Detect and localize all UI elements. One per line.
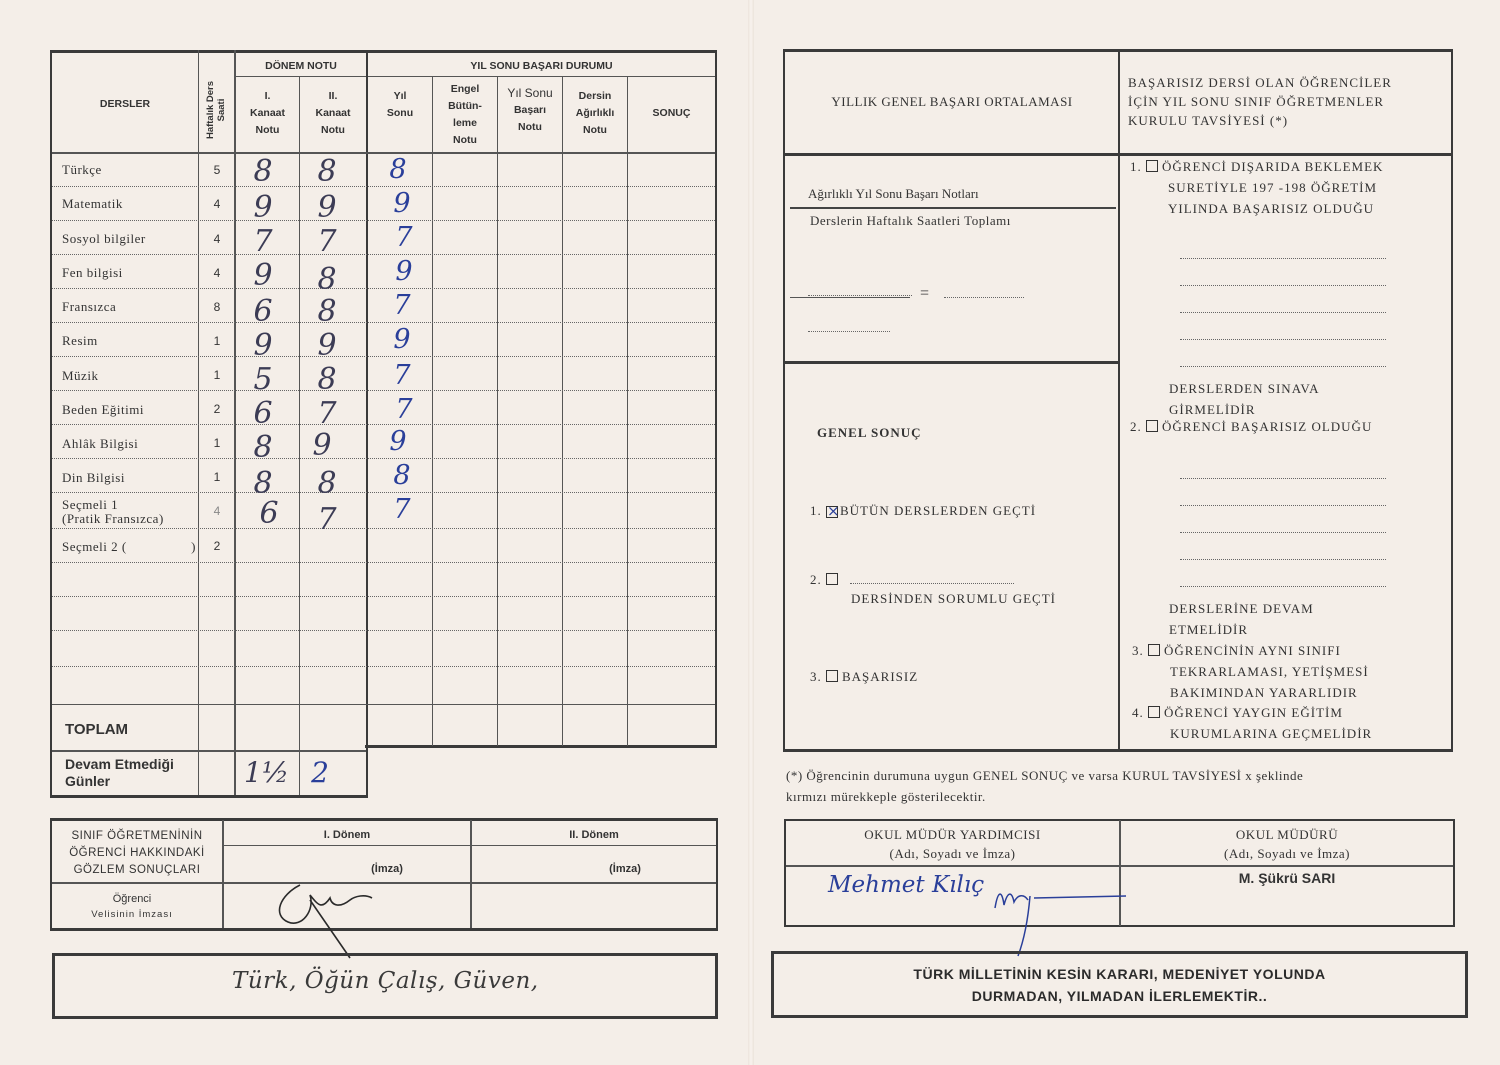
tavsiye-4[interactable]: 4. ÖĞRENCİ YAYGIN EĞİTİM KURUMLARINA GEÇMELİDİR [1132,705,1373,741]
grade-k1: 8 [253,154,273,189]
grade-yil-sonu: 9 [393,188,411,219]
checkbox[interactable] [1146,160,1158,172]
tavsiye-2[interactable]: 2. ÖĞRENCİ BAŞARISIZ OLDUĞU [1130,419,1373,434]
yardimci-signature-name: Mehmet Kılıç [828,872,985,898]
grade-yil-sonu: 7 [393,360,411,391]
checkbox[interactable] [826,670,838,682]
checkbox-checked[interactable]: × [827,502,841,520]
subject-hours: 1 [213,436,221,450]
yillik-ortalama-title: YILLIK GENEL BAŞARI ORTALAMASI [831,94,1073,109]
subject-hours: 4 [213,232,221,246]
subject-name: Türkçe [62,162,102,177]
checkbox[interactable] [826,573,838,585]
tavsiye-1[interactable]: 1. ÖĞRENCİ DIŞARIDA BEKLEMEK SURETİYLE 197 -198 ÖĞRETİM YILINDA BAŞARISIZ OLDUĞU [1130,159,1384,216]
checkbox[interactable] [1148,706,1160,718]
grade-yil-sonu: 7 [393,290,411,321]
grade-k2: 9 [312,428,332,463]
veli-signature [270,870,380,962]
formula-result-line [790,297,910,298]
grade-yil-sonu: 7 [395,222,413,253]
tavsiye-3[interactable]: 3. ÖĞRENCİNİN AYNI SINIFI TEKRARLAMASI, YETİŞMESİ BAKIMINDAN YARARLIDIR [1132,643,1369,700]
mudur-name: M. Şükrü SARI [1238,870,1336,886]
kurul-header: BAŞARISIZ DERSİ OLAN ÖĞRENCİLER İÇİN YIL SONU SINIF ÖĞRETMENLER KURULU TAVSİYESİ (*) [1128,75,1392,128]
grade-yil-sonu: 7 [395,394,413,425]
yardimci-signature [990,880,1130,960]
header-yil-sonu-basari-notu: Yıl Sonu Başarı Notu [507,86,553,133]
subject-hours: 4 [213,197,221,211]
subject-hours: 1 [213,368,221,382]
grade-k2: 8 [317,262,337,297]
grade-k1: 6 [253,396,273,431]
gozlem-donem2: II. Dönem [569,829,619,841]
grade-k2: 9 [317,328,337,363]
subject-hours: 1 [213,470,221,484]
subject-name: Din Bilgisi [62,470,125,485]
grade-yil-sonu: 9 [395,256,413,287]
imza2: (İmza) [609,863,641,875]
grade-k2: 9 [317,190,337,225]
subject-hours: 4 [213,266,221,280]
subject-name: Sosyol bilgiler [62,231,146,246]
genel-sonuc-title: GENEL SONUÇ [817,425,922,440]
subject-name: Fen bilgisi [62,265,123,280]
grade-yil-sonu: 9 [389,426,407,457]
formula-blank-2 [944,297,1024,298]
grade-k1: 6 [253,294,273,329]
subject-name: Ahlâk Bilgisi [62,436,139,451]
header-kanaat2: II. Kanaat Notu [315,90,351,136]
motto-left: Türk, Öğün Çalış, Güven, [232,968,539,994]
header-donem-notu: DÖNEM NOTU [265,60,337,72]
veli-label: Öğrenci Velisinin İmzası [91,893,173,920]
subject-name: Fransızca [62,299,117,314]
subject-name: Seçmeli 1 (Pratik Fransızca) [62,497,164,526]
header-dersler: DERSLER [99,98,151,110]
subject-hours: 2 [213,402,221,416]
header-sonuc: SONUÇ [652,107,691,119]
header-dersin-agirlikli: Dersin Ağırlıklı Notu [575,90,615,136]
motto-right: TÜRK MİLLETİNİN KESİN KARARI, MEDENİYET YOLUNDA DURMADAN, YILMADAN İLERLEMEKTİR.. [913,966,1326,1004]
grade-yil-sonu: 8 [389,154,407,185]
sonuc-option-2-text: DERSİNDEN SORUMLU GEÇTİ [851,591,1056,606]
equals-sign: = [920,285,930,302]
grade-k1: 9 [253,258,273,293]
gozlem-label: SINIF ÖĞRETMENİNİN ÖĞRENCİ HAKKINDAKİ GÖZLEM SONUÇLARI [69,830,205,876]
formula-line [790,207,1116,209]
grade-k1: 8 [253,430,273,465]
subject-name: Matematik [62,196,123,211]
subject-name: Resim [62,333,98,348]
gozlem-donem1: I. Dönem [323,829,371,841]
grade-k1: 6 [259,496,279,531]
header-haftalik: Haftalık Ders Saati [205,80,227,140]
devam-d1: 1½ [244,756,289,789]
subject-hours: 2 [213,539,221,553]
imza1: (İmza) [371,863,403,875]
footnote: (*) Öğrencinin durumuna uygun GENEL SONUÇ ve varsa KURUL TAVSİYESİ x şeklinde kırmızı mürekkeple gösterilecektir. [786,768,1304,804]
devam-d2: 2 [311,756,329,789]
devam-label: Devam Etmediği Günler [65,756,174,789]
header-kanaat1: I. Kanaat Notu [249,90,285,136]
grade-k1: 8 [253,466,273,501]
formula-bottom: Derslerin Haftalık Saatleri Toplamı [810,213,1011,228]
subject-hours: 8 [213,300,221,314]
subject-name: Müzik [62,368,99,383]
devam-label-right: DERSLERİNE DEVAM ETMELİDİR [1169,601,1314,637]
mudur-label: OKUL MÜDÜRÜ (Adı, Soyadı ve İmza) [1223,827,1351,861]
formula-top: Ağırlıklı Yıl Sonu Başarı Notları [808,186,979,201]
grade-k1: 9 [253,328,273,363]
grade-k2: 8 [317,294,337,329]
checkbox[interactable] [1146,420,1158,432]
sinav-label: DERSLERDEN SINAVA GİRMELİDİR [1169,381,1320,417]
formula-blank-1 [808,295,912,296]
grade-k2: 8 [317,362,337,397]
grade-k1: 5 [253,362,273,397]
grade-k2: 8 [317,154,337,189]
grade-k2: 7 [317,224,337,259]
subject-hours: 1 [213,334,221,348]
subject-hours: 4 [213,504,221,518]
header-engel: Engel Bütün- leme Notu [448,83,482,146]
header-yil-sonu: Yıl Sonu [386,90,414,119]
subject-name: Beden Eğitimi [62,402,144,417]
sonuc-option-3[interactable]: 3. BAŞARISIZ [810,669,919,684]
grade-yil-sonu: 7 [393,494,411,525]
grade-k2: 7 [317,396,337,431]
grade-yil-sonu: 9 [393,324,411,355]
checkbox[interactable] [1148,644,1160,656]
subject-hours: 5 [213,163,221,177]
grade-k1: 9 [253,190,273,225]
page-fold [748,0,754,1065]
sonuc-option-2[interactable]: 2. [810,572,842,588]
grade-yil-sonu: 8 [393,460,411,491]
grade-k2: 8 [317,466,337,501]
toplam-label: TOPLAM [65,721,129,738]
header-yil-sonu-basari: YIL SONU BAŞARI DURUMU [470,60,613,72]
formula-blank-3 [808,331,890,332]
grade-k2: 7 [317,502,337,537]
sonuc-option-1[interactable]: 1. ×BÜTÜN DERSLERDEN GEÇTİ [810,502,1037,520]
grade-k1: 7 [253,224,273,259]
sonuc-option-2-blank [850,583,1014,584]
mudur-yardimcisi-label: OKUL MÜDÜR YARDIMCISI (Adı, Soyadı ve İmza) [864,827,1041,861]
subject-name: Seçmeli 2 ( ) [62,539,196,554]
